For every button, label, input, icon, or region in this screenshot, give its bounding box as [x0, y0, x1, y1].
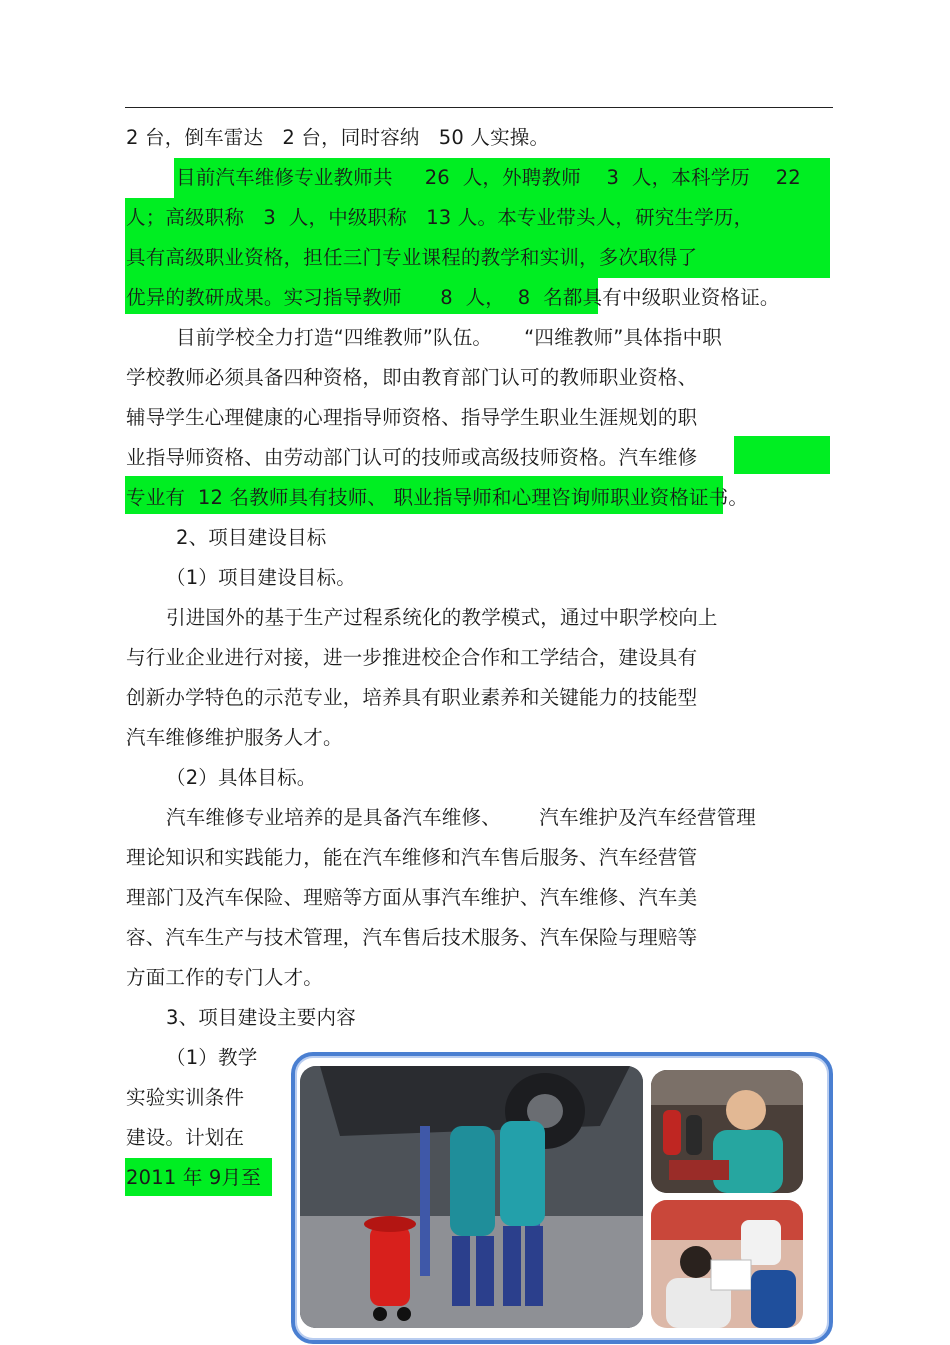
text-line: 方面工作的专门人才。: [126, 966, 324, 989]
text-line: 辅导学生心理健康的心理指导师资格、指导学生职业生涯规划的职: [126, 406, 698, 429]
subsection-heading: （2）具体目标。: [166, 766, 317, 789]
text-line: 创新办学特色的示范专业，培养具有职业素养和关键能力的技能型: [126, 686, 698, 709]
text-line: 人；高级职称 3 人，中级职称 13 人。本专业带头人，研究生学历，: [126, 206, 754, 229]
text-line: 2 台，倒车雷达 2 台，同时容纳 50 人实操。: [126, 126, 550, 149]
text-line: 理部门及汽车保险、理赔等方面从事汽车维护、汽车维修、汽车美: [126, 886, 698, 909]
text-line: 学校教师必须具备四种资格，即由教育部门认可的教师职业资格、: [126, 366, 698, 389]
text-line: 优异的教研成果。实习指导教师 8 人， 8 名都具有中级职业资格证。: [126, 286, 780, 309]
students-photo: [651, 1070, 803, 1193]
text-line: （1）教学: [166, 1046, 258, 1069]
section-heading: 2、项目建设目标: [176, 526, 327, 549]
text-line: 2011 年 9月至: [126, 1166, 261, 1189]
workshop-photo: [300, 1066, 643, 1328]
text-line: 具有高级职业资格，担任三门专业课程的教学和实训，多次取得了: [126, 246, 698, 269]
text-line: 目前学校全力打造“四维教师”队伍。 “四维教师”具体指中职: [176, 326, 723, 349]
text-line: 理论知识和实践能力，能在汽车维修和汽车售后服务、汽车经营管: [126, 846, 698, 869]
header-rule: [125, 107, 833, 108]
subsection-heading: （1）项目建设目标。: [166, 566, 356, 589]
text-line: 建设。计划在: [126, 1126, 245, 1149]
highlight-band: [734, 436, 830, 474]
text-line: 目前汽车维修专业教师共 26 人，外聘教师 3 人，本科学历 22: [176, 166, 801, 189]
text-line: 专业有 12 名教师具有技师、 职业指导师和心理咨询师职业资格证书。: [126, 486, 749, 509]
text-line: 实验实训条件: [126, 1086, 245, 1109]
text-line: 业指导师资格、由劳动部门认可的技师或高级技师资格。汽车维修: [126, 446, 698, 469]
text-line: 容、汽车生产与技术管理，汽车售后技术服务、汽车保险与理赔等: [126, 926, 698, 949]
text-line: 汽车维修专业培养的是具备汽车维修、 汽车维护及汽车经营管理: [166, 806, 756, 829]
section-heading: 3、项目建设主要内容: [166, 1006, 356, 1029]
text-line: 引进国外的基于生产过程系统化的教学模式，通过中职学校向上: [166, 606, 718, 629]
text-line: 汽车维修维护服务人才。: [126, 726, 343, 749]
text-line: 与行业企业进行对接，进一步推进校企合作和工学结合，建设具有: [126, 646, 698, 669]
classroom-photo: [651, 1200, 803, 1328]
